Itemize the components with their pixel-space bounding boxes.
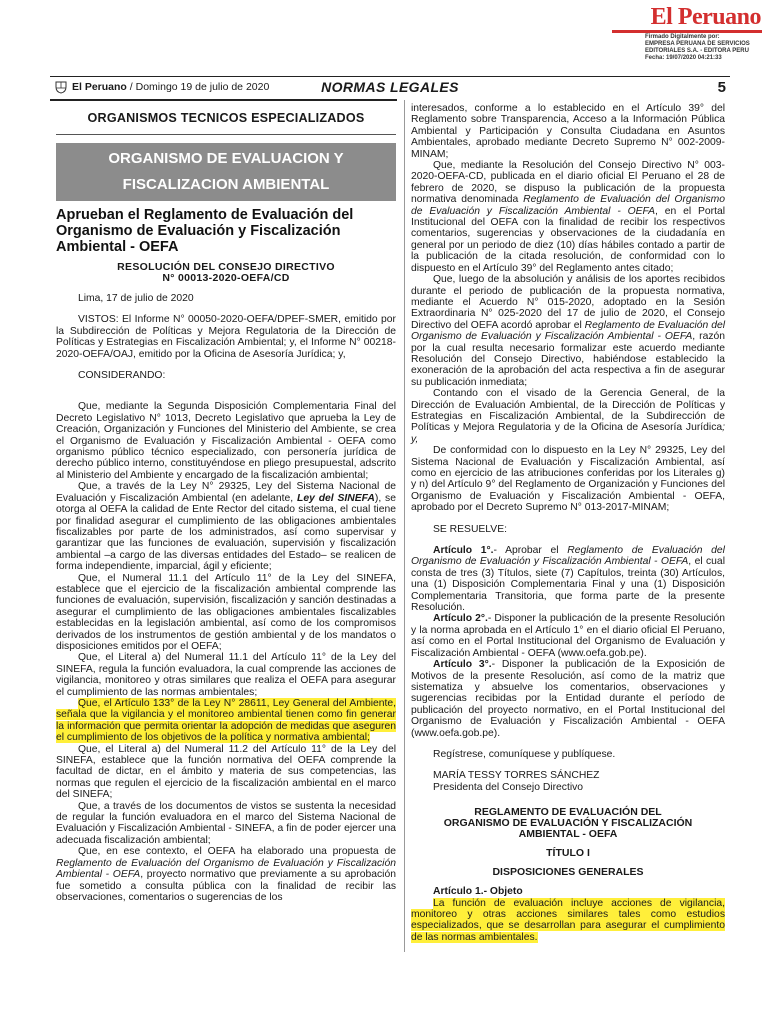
- paragraph-text: Que, luego de la absolución y análisis de los aportes recibidos durante el periodo de publicación de la propuesta normativa, mediante el Acuerdo N° 015-2020, adoptado en la Sesión Extraordinaria N° 025-2020 del 17 de julio de 2020, el Consejo Directivo del OEFA acordó aprobar el: [411, 274, 725, 331]
- resolution-line: RESOLUCIÓN DEL CONSEJO DIRECTIVO: [117, 261, 335, 273]
- paragraph-text: - Aprobar el: [493, 545, 568, 557]
- article-heading: Artículo 3°.: [433, 659, 492, 671]
- organization-line: FISCALIZACION AMBIENTAL: [122, 176, 330, 193]
- right-column-body: [411, 103, 725, 943]
- article-heading: Artículo 2°.: [433, 613, 488, 625]
- organization-banner: [56, 143, 396, 201]
- date-line: Lima, 17 de julio de 2020: [78, 293, 194, 304]
- paragraph: [56, 846, 396, 903]
- running-header: [50, 79, 730, 99]
- signer-name: MARÍA TESSY TORRES SÁNCHEZ: [433, 770, 600, 782]
- header-bottom-rule: [50, 99, 397, 101]
- regulation-name: Reglamento de Evaluación del Organismo de Evaluación y Fiscalización Ambiental - OEFA: [411, 319, 725, 343]
- left-column-body: [56, 293, 396, 903]
- paragraph: Que, el Literal a) del Numeral 11.2 del Artículo 11° de la Ley del SINEFA, establece que la función normativa del OEFA comprende la facultad de dictar, en el ámbito y materia de sus competencias, las normas que regulen el ejercicio de la fiscalización ambiental en el marco del SINEFA;: [56, 743, 396, 801]
- paragraph: Que, mediante la Segunda Disposición Complementaria Final del Decreto Legislativo N° 1013, Decreto Legislativo que aprueba la Ley de Creación, Organización y Funciones del Ministerio del Ambiente, se crea el Organismo de Evaluación y Fiscalización Ambiental - OEFA como organismo público técnico especializado, con personería jurídica de derecho público interno, constituyéndose en pliego presupuestal, adscrito al Ministerio del Ambiente y encargado de la fiscalización ambiental;: [56, 401, 396, 481]
- paragraph-text: , proyecto normativo que previamente a su aprobación fue sometido a consulta pública con la finalidad de recibir las observaciones, comentarios o sugerencias de los: [56, 869, 396, 903]
- paragraph: De conformidad con lo dispuesto en la Ley N° 29325, Ley del Sistema Nacional de Evaluación y Fiscalización Ambiental, así como en ejercicio de las atribuciones conferidas por los Literales g) y n) del Artículo 9° del Reglamento de Organización y Funciones del Organismo de Evaluación y Fiscalización Ambiental - OEFA, aprobado por el Decreto Supremo N° 013-2017-MINAM;: [411, 445, 725, 514]
- regulation-name: Reglamento de Evaluación del Organismo de Evaluación y Fiscalización Ambiental - OEFA: [56, 857, 396, 881]
- header-publication-name: El Peruano: [72, 81, 127, 93]
- resolution-title: [56, 262, 396, 284]
- regulation-heading-line: AMBIENTAL - OEFA: [518, 828, 618, 841]
- paragraph: [56, 481, 396, 572]
- paragraph: Que, el Literal a) del Numeral 11.1 del Artículo 11° de la Ley del SINEFA, regula la función evaluadora, la cual comprende las acciones de vigilancia, monitoreo y otras similares que realiza el OEFA para asegurar el cumplimiento de las normas ambientales;: [56, 652, 396, 698]
- paragraph: Que, el Numeral 11.1 del Artículo 11° de la Ley del SINEFA, establece que el ejercicio de la fiscalización ambiental comprende las funciones de evaluación, supervisión, fiscalización y sanción destinadas a asegurar el cumplimiento de las obligaciones ambientales fiscalizables establecidas en la legislación ambiental, así como de los compromisos derivados de los instrumentos de gestión ambiental y de los mandatos o disposiciones emitidos por el OEFA;: [56, 572, 396, 652]
- highlighted-text: Que, el Artículo 133° de la Ley N° 28611, Ley General del Ambiente, señala que la vigilancia y el monitoreo ambiental tienen como fin generar la información que permita orientar la adopción de medidas que aseguren el cumplimiento de los objetivos de la política y normativa ambiental;: [56, 698, 396, 744]
- header-section: NORMAS LEGALES: [321, 79, 459, 95]
- section-rule: [56, 134, 396, 135]
- paragraph-text: , en el Portal Institucional del OEFA con la finalidad de recibir los respectivos comentarios, sugerencias y observaciones de la ciudadanía en general por un periodo de diez (10) días hábiles contado a partir de la publicación de la citada resolución, de conformidad con lo dispuesto en el Artículo 39° del Reglamento antes citado;: [411, 205, 725, 274]
- paragraph-text: - Disponer la publicación de la presente Resolución y la norma aprobada en el Artículo 1° en el diario oficial El Peruano, así como en el Portal Institucional del Organismo de Evaluación y Fiscalización Ambiental - OEFA (www.oefa.gob.pe).: [411, 613, 725, 659]
- regulation-name: Reglamento de Evaluación del Organismo de Evaluación y Fiscalización Ambiental - OEFA: [411, 194, 725, 217]
- regulation-heading-line: ORGANISMO DE EVALUACIÓN Y FISCALIZACIÓN: [443, 817, 693, 830]
- signature-line: Firmado Digitalmente por:: [645, 34, 720, 40]
- section-title: ORGANISMOS TECNICOS ESPECIALIZADOS: [87, 111, 365, 125]
- paragraph-text: Contando con el visado de la Gerencia General, de la Dirección de Evaluación Ambiental, de la Dirección de Políticas y Estrategias en Fiscalización Ambiental, de la Subdirección de Políticas y Mejora Regulatoria y de la Oficina de Asesoría Jurídica: [411, 388, 725, 434]
- signer-role: Presidenta del Consejo Directivo: [433, 781, 584, 793]
- digital-signature: [645, 34, 765, 62]
- paragraph: interesados, conforme a lo establecido en el Artículo 39° del Reglamento sobre Transparencia, Acceso a la Información Pública Ambiental y Participación y Consulta Ciudadana en Asuntos Ambientales, aprobado mediante Decreto Supremo N° 002-2009-MINAM;: [411, 103, 725, 160]
- header-date: / Domingo 19 de julio de 2020: [129, 81, 270, 93]
- document-title: Aprueban el Reglamento de Evaluación del Organismo de Evaluación y Fiscalización Ambiental - OEFA: [56, 207, 354, 255]
- signature-line: EDITORIALES S.A. - EDITORA PERU: [645, 48, 749, 54]
- regulation-name: Reglamento de Evaluación del Organismo de Evaluación y Fiscalización Ambiental - OEFA: [411, 545, 725, 568]
- paragraph: [411, 274, 725, 388]
- article-1-heading: [411, 886, 725, 897]
- paragraph-text: Que, en ese contexto, el OEFA ha elaborado una propuesta de: [78, 846, 396, 858]
- el-peruano-logo: El Peruano: [650, 4, 761, 30]
- paragraph: [411, 388, 725, 445]
- organization-line: ORGANISMO DE EVALUACION Y: [108, 150, 344, 167]
- law-abbreviation: Ley del SINEFA: [297, 492, 375, 504]
- paragraph: Que, a través de los documentos de vistos se sustenta la necesidad de regular la función evaluadora en el marco del Sistema Nacional de Evaluación y Fiscalización Ambiental - SINEFA, a fin de poder ejercer una adecuada fiscalización ambiental;: [56, 800, 396, 846]
- disposiciones-heading: DISPOSICIONES GENERALES: [492, 866, 644, 879]
- column-divider: [404, 100, 405, 952]
- article-heading: Artículo 1°.: [433, 545, 494, 557]
- closing-formula: Regístrese, comuníquese y publíquese.: [433, 748, 616, 760]
- header-top-rule: [50, 76, 730, 77]
- highlighted-text: La función de evaluación incluye acciones de vigilancia, monitoreo y otras acciones similares tales como estudios especializados, que se desarrollan para asegurar el cumplimiento de las normas ambientales.: [411, 897, 725, 943]
- article-1: [411, 545, 725, 613]
- paragraph-text: ; y,: [411, 422, 725, 445]
- page-number: 5: [717, 79, 726, 96]
- resolution-number: N° 00013-2020-OEFA/CD: [162, 272, 290, 284]
- highlighted-paragraph: [56, 698, 396, 744]
- paragraph-text: , el cual consta de tres (3) Títulos, siete (7) Capítulos, treinta (30) Artículos, una (1) Disposición Complementaria Final y una (1) Disposición Complementaria Transitoria, que forma parte de la presente Resolución.: [411, 556, 725, 614]
- title-heading: TÍTULO I: [546, 847, 590, 860]
- regulation-heading-line: REGLAMENTO DE EVALUACIÓN DEL: [474, 806, 662, 819]
- signature-line: Fecha: 19/07/2020 04:21:33: [645, 55, 722, 61]
- paragraph-text: - Disponer la publicación de la Exposición de Motivos de la presente Resolución, así como de la matriz que sistematiza y absuelve los comentarios, observaciones y sugerencias recibidas por la Entidad durante el período de publicación del proyecto normativo, en el Portal Institucional del Organismo de Evaluación y Fiscalización Ambiental - OEFA (www.oefa.gob.pe).: [411, 659, 725, 739]
- paragraph-text: ), se otorga al OEFA la calidad de Ente Rector del citado sistema, el cual tiene por finalidad asegurar el cumplimiento de las obligaciones ambientales fiscalizables por parte de los administrados, así como supervisar y garantizar que las funciones de evaluación, supervisión y fiscalización ambiental –a cargo de las diversas entidades del Estado– se realicen de forma independiente, imparcial, ágil y eficiente;: [56, 492, 396, 573]
- se-resuelve-heading: SE RESUELVE:: [433, 523, 507, 535]
- signature-line: EMPRESA PERUANA DE SERVICIOS: [645, 41, 750, 47]
- logo-underline: [612, 30, 762, 33]
- paragraph-text: , razón por la cual resulta necesario formalizar este acuerdo mediante Resolución del Consejo Directivo, habiéndose establecido la exoneración de la aprobación del acta respectiva a fin de asegurar su publicación inmediata;: [411, 331, 725, 388]
- paragraph: [411, 160, 725, 274]
- considerando-heading: CONSIDERANDO:: [78, 370, 166, 382]
- regulation-heading: [411, 807, 725, 840]
- highlighted-paragraph: [411, 898, 725, 944]
- article-heading: Artículo 1.- Objeto: [433, 886, 523, 898]
- paragraph-text: Que, mediante la Resolución del Consejo Directivo N° 003-2020-OEFA-CD, publicada en el diario oficial El Peruano el 28 de febrero de 2020, se dispuso la publicación de la propuesta normativa denominada: [411, 160, 725, 206]
- vistos-paragraph: VISTOS: El Informe N° 00050-2020-OEFA/DPEF-SMER, emitido por la Subdirección de Políticas y Mejora Regulatoria de la Dirección de Políticas y Estrategias en Fiscalización Ambiental; y, el Informe N° 00218-2020-OEFA/OAJ, emitido por la Oficina de Asesoría Jurídica; y,: [56, 314, 396, 360]
- article-2: [411, 613, 725, 659]
- article-3: [411, 659, 725, 739]
- paragraph-text: Que, a través de la Ley N° 29325, Ley del Sistema Nacional de Evaluación y Fiscalización Ambiental (en adelante,: [56, 481, 396, 504]
